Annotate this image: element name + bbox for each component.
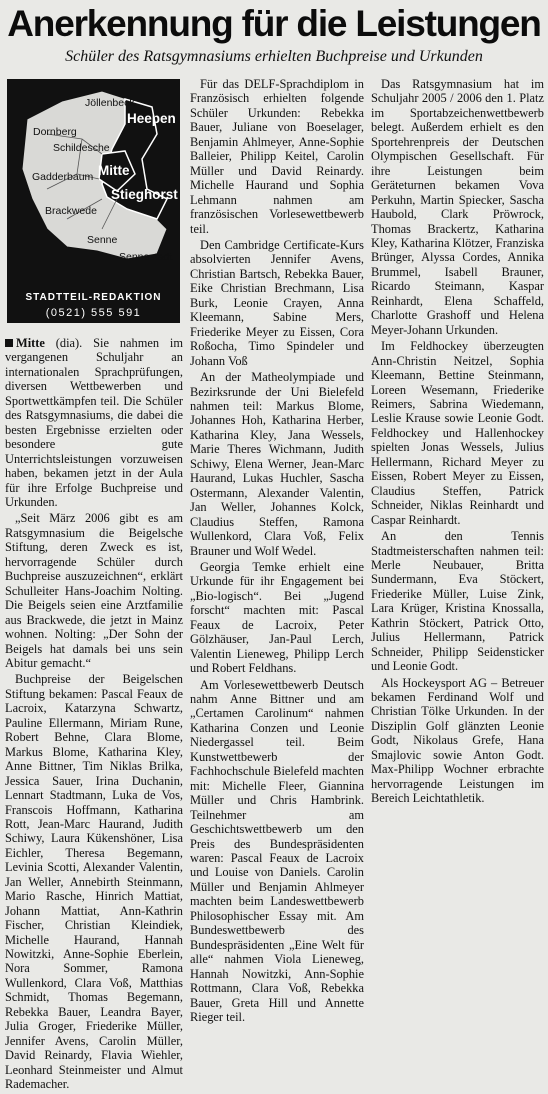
column-3 [371,77,544,808]
paragraph-intro-text: (dia). Sie nahmen im vergangenen Schuljahr an internationalen Sprachprüfungen, diversen Wettbewerben und Sportwettkämpfen teil. Die Schüler des Ratsgymnasiums, die dabei die besten Ergebnisse erzielten oder besondere gute Unterrichtsleistungen vorzuweisen haben, bekamen jetzt in der Aula für ihre Erfolge Buchpreise und Urkunden. [5,336,183,509]
column-1 [5,336,183,1094]
paragraph-buchpreise: Buchpreise der Beigelschen Stiftung bekamen: Pascal Feaux de Lacroix, Katarzyna Schwartz, Pauline Ellermann, Miriam Rune, Robert Behne, Clara Blome, Markus Blome, Katharina Kley, Anne Bittner, Tim Niklas Brilka, Jessica Sauer, Irina Duchanin, Lennart Stadtmann, Luka de Vos, Franscois Hoffmann, Katharina Rott, Jean-Marc Haurand, Judith Schiwy, Laura Kükenshöner, Lisa Eichler, Theresa Begemann, Levinia Scotti, Alexander Valentin, Jan Weller, Annebirth Steinmann, Mario Rasche, Hinrich Mattiat, Johann Mattiat, Ann-Kathrin Fischer, Christian Kleindiek, Michelle Haurand, Hannah Nowitzki, Anne-Sophie Eberlein, Nora Sommer, Ramona Wullenkord, Clara Voß, Matthias Schmidt, Thomas Begemann, Rebekka Bauer, Leandra Bayer, Julia Groger, Friederike Müller, Jennifer Avens, Carolin Müller, David Reinardy, Flavia Wiehler, Leonhard Steinmeister und Almut Rademacher. [5,672,183,1092]
paragraph-wettbewerbe: Am Vorlesewettbewerb Deutsch nahm Anne Bittner und am „Certamen Carolinum“ nahmen Katharina Conzen und Leonie Niedergassel teil. Beim Kunstwettbewerb der Fachhochschule Bielefeld machten mit: Michelle Fleer, Giannina Müller und Chris Hambrink. Teilnehmer am Geschichtswettbewerb um den Preis des Bundespräsidenten waren: Pascal Feaux de Lacroix und Louise von Daniels. Carolin Müller und Benjamin Ahlmeyer machten beim Landeswettbewerb Philosophischer Essay mit. Am Bundeswettbewerb des Bundespräsidenten „Eine Welt für alle“ nahmen Viola Lieneweg, Hannah Nowitzki, Ann-Sophie Rottmann, Clara Voß, Rebekka Bauer, Greta Hill und Annette Rieger teil. [190,677,364,1024]
paragraph-matheolympiade: An der Matheolympiade und Bezirksrunde der Uni Bielefeld nahmen teil: Markus Blome, Johannes Hoh, Katharina Herber, Katharina Kley, Jana Wessels, Marie Theres Wichmann, Judith Schiwy, Elena Werner, Jean-Marc Haurand, Lukas Huchler, Sascha Ostermann, Alexander Valentin, Jan Weller, Johannes Kolck, Claudius Steffen, Ramona Wullenkord, Clara Voß, Felix Brauner und Wolf Wedel. [190,370,364,558]
paragraph-hockey-golf: Als Hockeysport AG – Betreuer bekamen Ferdinand Wolf und Christian Tölke Urkunden. In der Disziplin Golf glänzten Leonie Godt, Nikolaus Grefe, Hana Smajlovic sowie Anton Godt. Max-Philipp Wochner erbrachte hervorragende Leistungen im Bereich Leichtathletik. [371,675,544,806]
paragraph-tennis: An den Tennis Stadtmeisterschaften nahmen teil: Merle Neubauer, Britta Sundermann, Eva Stöckert, Friederike Müller, Luise Zink, Lara Krüger, Kristina Knossalla, Kathrin Stöckert, Patrick Otto, Julius Hellermann, Patrick Schneider, Philipp Seidensticker und Leonie Godt. [371,529,544,674]
map-label-mitte: Mitte [98,163,130,178]
dateline: Mitte [16,336,45,350]
map-label-sennestadt: Sennestadt [119,251,173,263]
subheadline: Schüler des Ratsgymnasiums erhielten Buchpreise und Urkunden [65,48,483,65]
paragraph-intro [5,336,183,509]
map-label-gadderbaum: Gadderbaum [32,171,94,183]
square-bullet-icon [5,339,13,347]
paragraph-feldhockey: Im Feldhockey überzeugten Ann-Christin Neitzel, Sophia Kleemann, Bettine Steinmann, Loreen Wesemann, Friederike Reimers, Sabrina Wiedemann, Leslie Krause sowie Leonie Godt. Feldhockey und Hallenhockey spielten Jonas Wessels, Julius Hellermann, Richard Meyer zu Eissen, Robert Meyer zu Eissen, Claudius Steffen, Patrick Schneider, Niklas Reinhardt und Caspar Reinhardt. [371,339,544,527]
paragraph-delf: Für das DELF-Sprachdiplom in Französisch erhielten folgende Schüler Urkunden: Rebekka Bauer, Juliane von Boeselager, Benjamin Ahlmeyer, Anne-Sophie Balleier, Philipp Keitel, Carolin Müller und David Reinardy. Michelle Haurand und Sophia Lehmann nahmen am französischen Vorlesewettbewerb teil. [190,77,364,236]
map-label-stieghorst: Stieghorst [111,187,178,202]
paragraph-stiftung: „Seit März 2006 gibt es am Ratsgymnasium die Beigelsche Stiftung, deren Zweck es ist, hervorragende Schüler durch Buchpreise auszuzeichnen“, erklärt Schulleiter Hans-Joachim Nolting. Die Beigels seien eine Arztfamilie aus Brackwede, die jetzt in Mainz wohnen. Nolting: „Der Sohn der Beigels hat damals bei uns sein Abitur gemacht.“ [5,511,183,670]
redaktion-phone: (0521) 555 591 [45,307,142,319]
column-2 [190,77,364,1026]
paragraph-cambridge: Den Cambridge Certificate-Kurs absolvierten Jennifer Avens, Christian Bartsch, Rebekka Bauer, Eike Christian Brechmann, Lisa Burk, Leonie Crayen, Anna Kleemann, Sabine Mers, Friederike Meyer zu Eissen, Cora Roßocha, Timo Spindeler und Johann Voß [190,237,364,368]
stadtteil-redaktion-label: STADTTEIL-REDAKTION [25,292,162,303]
district-map [7,79,180,323]
map-label-heepen: Heepen [127,111,176,126]
map-label-dornberg: Dornberg [33,126,77,138]
map-label-senne: Senne [87,234,118,246]
headline: Anerkennung für die Leistungen [7,3,541,44]
map-label-joellenbeck: Jöllenbeck [85,97,135,109]
paragraph-jugend-forscht: Georgia Temke erhielt eine Urkunde für ihr Engagement bei „Bio-logisch“. Bei „Jugend forscht“ machten mit: Pascal Feaux de Lacroix, Peter Gölzhäuser, Jan-Paul Lerch, Valentin Lieneweg, Philipp Lerch und Robert Feldhans. [190,559,364,676]
map-label-brackwede: Brackwede [45,205,97,217]
map-label-schildesche: Schildesche [53,142,110,154]
paragraph-sport: Das Ratsgymnasium hat im Schuljahr 2005 / 2006 den 1. Platz im Sportabzeichenwettbewerb belegt. Außerdem erhielt es den Sportehrenpreis der Deutschen Olympischen Gesellschaft. Für ihre Leistungen beim Geräteturnen bekamen Vova Perkuhn, Martin Spiecker, Sascha Haubold, Clark Pröwrock, Thomas Brackertz, Katharina Kley, Katharina Klötzer, Franziska Brünger, Alyssa Cordes, Annika Brummel, Isabell Brauner, Ricardo Steimann, Kaspar Reinhardt, Elena Schaffeld, Charlotte Grashoff und Helena Meyer-Johann Urkunden. [371,77,544,337]
